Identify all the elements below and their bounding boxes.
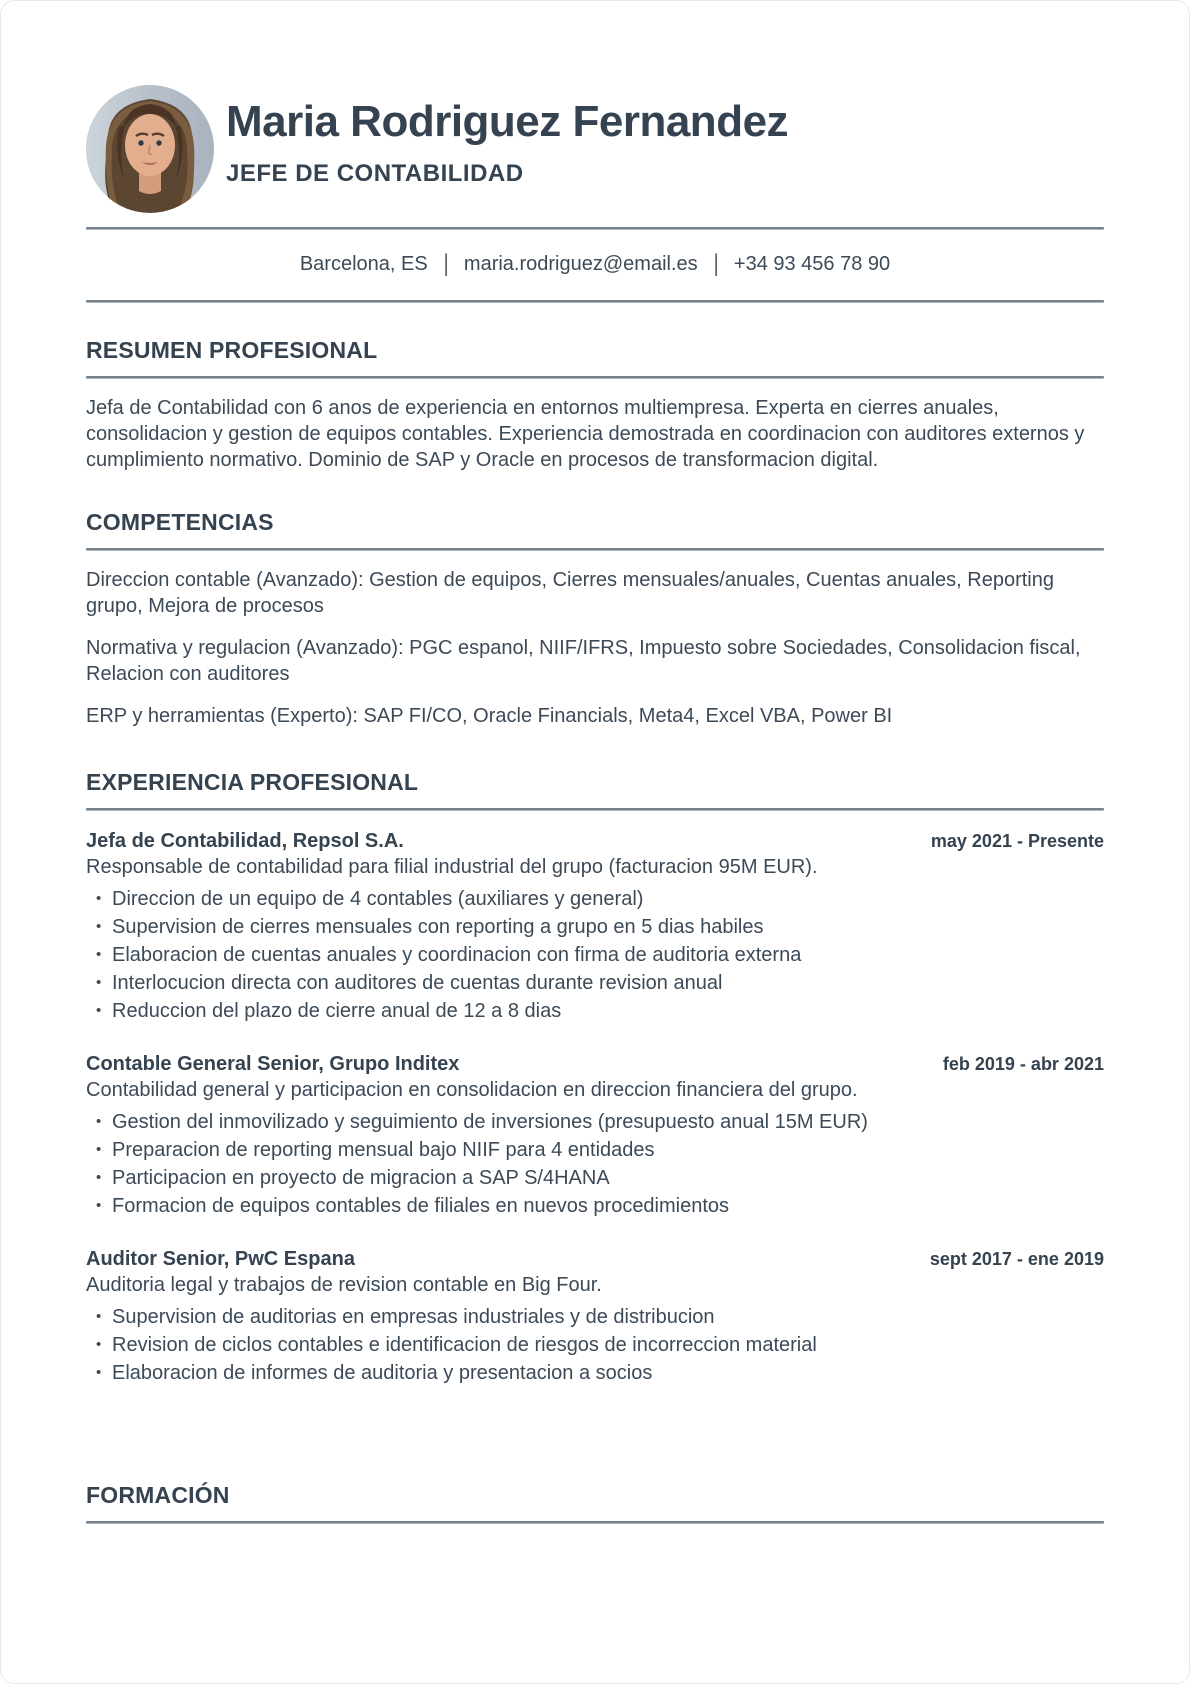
profile-photo	[86, 85, 214, 213]
section-underline	[86, 808, 1104, 811]
job-head	[86, 1246, 1104, 1272]
section-education	[86, 1482, 1104, 1524]
section-underline	[86, 1521, 1104, 1524]
bullet-text: Participacion en proyecto de migracion a SAP S/4HANA	[112, 1167, 610, 1189]
bullet-text: Supervision de cierres mensuales con reporting a grupo en 5 dias habiles	[112, 916, 764, 938]
bullet-text: Elaboracion de cuentas anuales y coordinacion con firma de auditoria externa	[112, 944, 802, 966]
job-title: Auditor Senior, PwC Espana	[86, 1248, 355, 1270]
resume-header	[86, 85, 1104, 213]
section-underline	[86, 376, 1104, 379]
skill-item: Direccion contable (Avanzado): Gestion de equipos, Cierres mensuales/anuales, Cuentas anuales, Reporting grupo, Mejora de procesos	[86, 569, 1054, 617]
section-skills	[86, 509, 1104, 729]
section-underline	[86, 548, 1104, 551]
job-title: Jefa de Contabilidad, Repsol S.A.	[86, 830, 404, 852]
bullet-icon: •	[96, 1169, 102, 1186]
person-job-title: JEFE DE CONTABILIDAD	[226, 160, 524, 188]
experience-heading: EXPERIENCIA PROFESIONAL	[86, 769, 419, 795]
job-entry	[86, 1246, 1104, 1387]
contact-bar	[86, 230, 1104, 300]
education-heading: FORMACIÓN	[86, 1482, 230, 1508]
skill-item: ERP y herramientas (Experto): SAP FI/CO, Oracle Financials, Meta4, Excel VBA, Power BI	[86, 705, 893, 727]
skill-item: Normativa y regulacion (Avanzado): PGC espanol, NIIF/IFRS, Impuesto sobre Sociedades, Consolidacion fiscal, Relacion con auditores	[86, 637, 1081, 685]
job-bullet	[86, 997, 1104, 1025]
job-bullet	[86, 1359, 1104, 1387]
bullet-text: Reduccion del plazo de cierre anual de 12 a 8 dias	[112, 1000, 562, 1022]
contact-phone: +34 93 456 78 90	[733, 252, 891, 275]
job-summary: Contabilidad general y participacion en consolidacion en direccion financiera del grupo.	[86, 1079, 858, 1101]
bullet-text: Formacion de equipos contables de filiales en nuevos procedimientos	[112, 1195, 730, 1217]
header-text	[214, 85, 788, 188]
bullet-text: Interlocucion directa con auditores de cuentas durante revision anual	[112, 972, 723, 994]
bullet-text: Direccion de un equipo de 4 contables (auxiliares y general)	[112, 888, 644, 910]
job-head	[86, 1051, 1104, 1077]
job-dates: sept 2017 - ene 2019	[929, 1249, 1104, 1269]
job-title: Contable General Senior, Grupo Inditex	[86, 1053, 460, 1075]
bullet-text: Supervision de auditorias en empresas industriales y de distribucion	[112, 1306, 715, 1328]
section-summary	[86, 337, 1104, 473]
bullet-text: Preparacion de reporting mensual bajo NIIF para 4 entidades	[112, 1139, 655, 1161]
bullet-icon: •	[96, 918, 102, 935]
summary-heading: RESUMEN PROFESIONAL	[86, 337, 378, 363]
job-entry	[86, 1051, 1104, 1220]
bullet-icon: •	[96, 1002, 102, 1019]
job-bullet	[86, 1331, 1104, 1359]
bullet-icon: •	[96, 1308, 102, 1325]
job-bullet	[86, 941, 1104, 969]
job-bullet	[86, 885, 1104, 913]
bullet-text: Gestion del inmovilizado y seguimiento de inversiones (presupuesto anual 15M EUR)	[112, 1111, 868, 1133]
bullet-icon: •	[96, 1336, 102, 1353]
job-summary: Auditoria legal y trabajos de revision contable en Big Four.	[86, 1274, 602, 1296]
job-bullet	[86, 969, 1104, 997]
bullet-icon: •	[96, 1141, 102, 1158]
job-bullet-list	[86, 1303, 1104, 1387]
job-bullet	[86, 913, 1104, 941]
bullet-icon: •	[96, 1197, 102, 1214]
job-bullet-list	[86, 885, 1104, 1025]
job-bullet	[86, 1136, 1104, 1164]
person-name: Maria Rodriguez Fernandez	[226, 97, 789, 146]
bullet-icon: •	[96, 1364, 102, 1381]
bullet-icon: •	[96, 1113, 102, 1130]
job-bullet	[86, 1192, 1104, 1220]
section-experience	[86, 769, 1104, 1387]
contact-email: maria.rodriguez@email.es	[463, 252, 698, 275]
bullet-icon: •	[96, 974, 102, 991]
job-bullet	[86, 1164, 1104, 1192]
skills-heading: COMPETENCIAS	[86, 509, 274, 535]
job-head	[86, 828, 1104, 854]
bullet-text: Elaboracion de informes de auditoria y presentacion a socios	[112, 1362, 653, 1384]
contact-separator: |	[443, 250, 449, 277]
bullet-text: Revision de ciclos contables e identificacion de riesgos de incorreccion material	[112, 1334, 817, 1356]
bullet-icon: •	[96, 890, 102, 907]
divider	[86, 300, 1104, 303]
contact-separator: |	[713, 250, 719, 277]
job-dates: feb 2019 - abr 2021	[942, 1054, 1104, 1074]
job-dates: may 2021 - Presente	[930, 831, 1104, 851]
summary-text: Jefa de Contabilidad con 6 anos de experiencia en entornos multiempresa. Experta en cierres anuales, consolidacion y gestion de equipos contables. Experiencia demostrada en coordinacion con auditores externos y cumplimiento normativo. Dominio de SAP y Oracle en procesos de transformacion digital.	[86, 397, 1085, 471]
job-summary: Responsable de contabilidad para filial industrial del grupo (facturacion 95M EUR).	[86, 856, 818, 878]
contact-location: Barcelona, ES	[299, 252, 428, 275]
job-bullet	[86, 1303, 1104, 1331]
job-bullet	[86, 1108, 1104, 1136]
job-bullet-list	[86, 1108, 1104, 1220]
bullet-icon: •	[96, 946, 102, 963]
portrait-illustration	[86, 85, 214, 213]
job-entry	[86, 828, 1104, 1025]
